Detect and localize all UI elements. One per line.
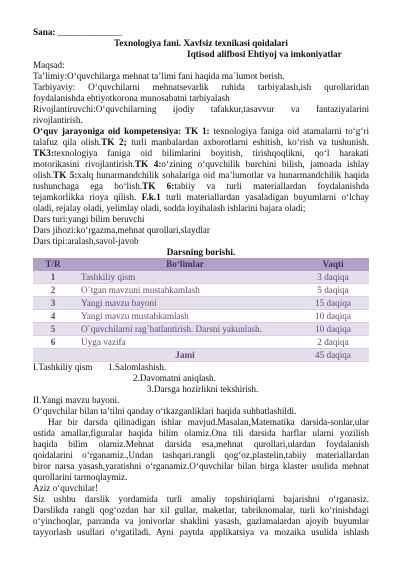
text-segment: xalq hunarmandchilik sohalariga oid ma’lumotlar va hunarmandchilik haqida xyxy=(77,170,369,180)
text-segment: motorikasini rivojlantirish. xyxy=(33,159,135,169)
text-segment: oladi, rejalay oladi, yelimlay oladi, sodda loyihalash ishlarini bajara oladi; xyxy=(33,203,306,213)
text-line xyxy=(33,505,369,516)
stage1-step-line xyxy=(33,373,369,384)
text-segment: ustida amallar,figuralar haqida bilim olamiz.Ona tili darsida harflar ularni yozilish xyxy=(33,428,369,438)
text-segment: olish. xyxy=(33,170,54,180)
section-name: Yangi mavzu bayoni xyxy=(73,297,297,310)
text-segment: tayyorlash usullari o‘rgatiladi. Ayni paytda applikatsiya va mozaika usulida ishlash xyxy=(33,527,369,537)
total-spacer xyxy=(33,349,73,362)
section-name: O`quvchilarni rag`batlantirish. Darsni yakunlash. xyxy=(73,323,297,336)
bold-label: TK 6: xyxy=(142,181,175,191)
row-number: 3 xyxy=(33,297,73,310)
stage2-intro: O‘quvchilar bilan ta’tilni qanday o‘tkazganliklari haqida suhbatlashildi. xyxy=(33,406,297,416)
text-segment: foydalanishda ehtiyotkorona munosabatni tarbiyalash xyxy=(33,93,230,103)
row-number: 1 xyxy=(33,271,73,284)
text-line xyxy=(33,225,369,236)
text-segment: Dars tipi:aralash,savol-javob xyxy=(33,236,139,246)
textbook-paragraph xyxy=(33,494,369,538)
text-segment: haqida bilim olamiz.Mehnat darsida esa,mehnat qurollari,ulardan foydalanish xyxy=(33,439,369,449)
section-time: 10 daqiqa xyxy=(297,310,369,323)
section-time: 2 daqiqa xyxy=(297,336,369,349)
section-time: 5 daqiqa xyxy=(297,284,369,297)
lesson-info xyxy=(33,214,369,247)
text-segment: turli materiallardan yasaladigan buyumlarni o‘lchay xyxy=(160,192,369,202)
text-segment: rivojlantirish. xyxy=(33,115,83,125)
text-line xyxy=(33,417,369,428)
text-segment: Darslikda rangli qog‘ozdan har xil gullar, maketlar, tabriknomalar, turli ko‘rinishdagi xyxy=(33,505,369,515)
text-segment: Dars jihozi:ko‘rgazma,mehnat qurollari,slaydlar xyxy=(33,225,210,235)
text-segment: biror narsa yasash,yaratishni o‘rganamiz.O‘quvchilar bilan birga klaster usulida mehnat xyxy=(33,461,369,471)
text-line xyxy=(33,82,369,93)
text-segment: tabiiy va turli materiallardan foydalanishda xyxy=(174,181,369,191)
text-line xyxy=(33,115,369,126)
educational-objective xyxy=(33,71,369,82)
text-segment: Har bir darsda qilinadigan ishlar mavjud.Masalan,Matematika darsida-sonlar,ular xyxy=(48,417,369,427)
text-line xyxy=(33,236,369,247)
row-number: 2 xyxy=(33,284,73,297)
text-line xyxy=(33,439,369,450)
table-header-cell: T/R xyxy=(33,259,73,271)
bold-label: F.k.1 xyxy=(141,192,161,202)
text-line xyxy=(33,71,369,82)
bold-label: TK3: xyxy=(33,148,54,158)
row-number: 6 xyxy=(33,336,73,349)
date-blank: ______________ xyxy=(57,27,123,37)
stage2-paragraph xyxy=(33,417,369,483)
stage1-heading: I.Tashkiliy qism xyxy=(33,362,93,372)
text-segment: turli manbalardan axborotlarni eshitish, ko‘rish va tushunish. xyxy=(126,137,369,147)
lesson-flow-heading: Darsning borishi. xyxy=(166,247,236,257)
developmental-objective xyxy=(33,104,369,126)
stage1-line xyxy=(33,362,369,373)
text-line xyxy=(33,126,369,137)
text-segment: texnologiya faniga oid bilimlarini boyitish, tirishqoqlikni, qo‘l harakati xyxy=(53,148,369,158)
document-title: Texnologiya fani. Xavfsiz texnikasi qoidalari xyxy=(114,38,288,48)
text-segment: Rivojlantiruvchi:O‘quvchilarning ijodiy tafakkur,tasavvur va fantaziyalarini xyxy=(33,104,369,114)
bold-label: TK 4: xyxy=(134,159,162,169)
table-header-cell: Vaqti xyxy=(297,259,369,271)
text-line xyxy=(33,428,369,439)
text-segment: tejamkorlikka rioya qilish. xyxy=(33,192,142,202)
text-segment: qoidalarini o‘rganamiz.,Undan tashqari.rangli qog‘oz,plastelin,tabiiy materiallardan xyxy=(33,450,369,460)
competency-paragraph xyxy=(33,126,369,214)
date-line xyxy=(33,27,369,38)
greeting: Aziz o‘quvchilar! xyxy=(33,483,99,493)
section-name: O`tgan mavzuni mustahkamlash xyxy=(73,284,297,297)
total-time: 45 daqiqa xyxy=(297,349,369,362)
text-line xyxy=(33,137,369,148)
text-segment: Tarbiyaviy: O‘quvchilarni mehnatsevarlik ruhida tarbiyalash,ish qurollaridan xyxy=(33,82,369,92)
text-segment: Siz ushbu darslik yordamida turli amaliy topshiriqlarni bajarishni o‘rganasiz. xyxy=(33,494,369,504)
text-line xyxy=(33,461,369,472)
text-line xyxy=(33,192,369,203)
text-segment: Ta’limiy:O‘quvchilarga mehnat ta’limi fani haqida ma`lumot berish. xyxy=(33,71,285,81)
text-line xyxy=(33,170,369,181)
text-segment: qurollarini tarmoqlaymiz. xyxy=(33,472,128,482)
section-name: Yangi mavzu mustahkamlash xyxy=(73,310,297,323)
section-time: 3 daqiqa xyxy=(297,271,369,284)
date-label: Sana: xyxy=(33,27,56,37)
document-subtitle: Iqtisod alifbosi Ehtiyoj va imkoniyatlar xyxy=(187,49,342,59)
stage2-heading: II.Yangi mavzu bayoni. xyxy=(33,395,120,405)
bold-label: TK 2; xyxy=(101,137,127,147)
text-line xyxy=(33,104,369,115)
table-header-cell: Bo‘limlar xyxy=(73,259,297,271)
section-time: 10 daqiqa xyxy=(297,323,369,336)
text-line xyxy=(33,159,369,170)
text-line xyxy=(33,527,369,538)
objectives-heading: Maqsad: xyxy=(33,60,65,70)
stage1-step: 1.Salomlashish. xyxy=(108,362,167,372)
text-segment: texnologiya faniga oid atamalarni to‘g‘ri xyxy=(209,126,369,136)
text-line xyxy=(33,516,369,527)
bold-label: O‘quv jarayoniga oid kompetensiya: TK 1: xyxy=(33,126,210,136)
section-time: 15 daqiqa xyxy=(297,297,369,310)
bold-label: TK 5: xyxy=(53,170,78,180)
text-line xyxy=(33,181,369,192)
lesson-plan-table xyxy=(33,258,369,362)
text-line xyxy=(33,472,369,483)
text-segment: Dars turi:yangi bilim beruvchi xyxy=(33,214,145,224)
text-line xyxy=(33,494,369,505)
section-name: Tashkiliy qism xyxy=(73,271,297,284)
row-number: 4 xyxy=(33,310,73,323)
text-segment: o‘zining o‘quvchilik burchini bilish, jamoada ishlay xyxy=(161,159,369,169)
text-line xyxy=(33,203,369,214)
text-line xyxy=(33,148,369,159)
text-segment: o‘yinchoqlar, parranda va jonivorlar shaklini yasash, gazlamalardan ajoyib buyumlar xyxy=(33,516,369,526)
total-label: Jami xyxy=(73,349,297,362)
section-name: Uyga vazifa xyxy=(73,336,297,349)
row-number: 5 xyxy=(33,323,73,336)
stage1-step: 3.Darsga hozirlikni tekshirish. xyxy=(147,384,259,394)
upbringing-objective xyxy=(33,82,369,104)
text-line xyxy=(33,450,369,461)
text-line xyxy=(33,214,369,225)
text-segment: tushunchaga ega bo‘lish. xyxy=(33,181,143,191)
stage1-step-line xyxy=(33,384,369,395)
text-line xyxy=(33,93,369,104)
text-segment: talafuz qila olish. xyxy=(33,137,102,147)
stage1-step: 2.Davomatni aniqlash. xyxy=(133,373,216,383)
